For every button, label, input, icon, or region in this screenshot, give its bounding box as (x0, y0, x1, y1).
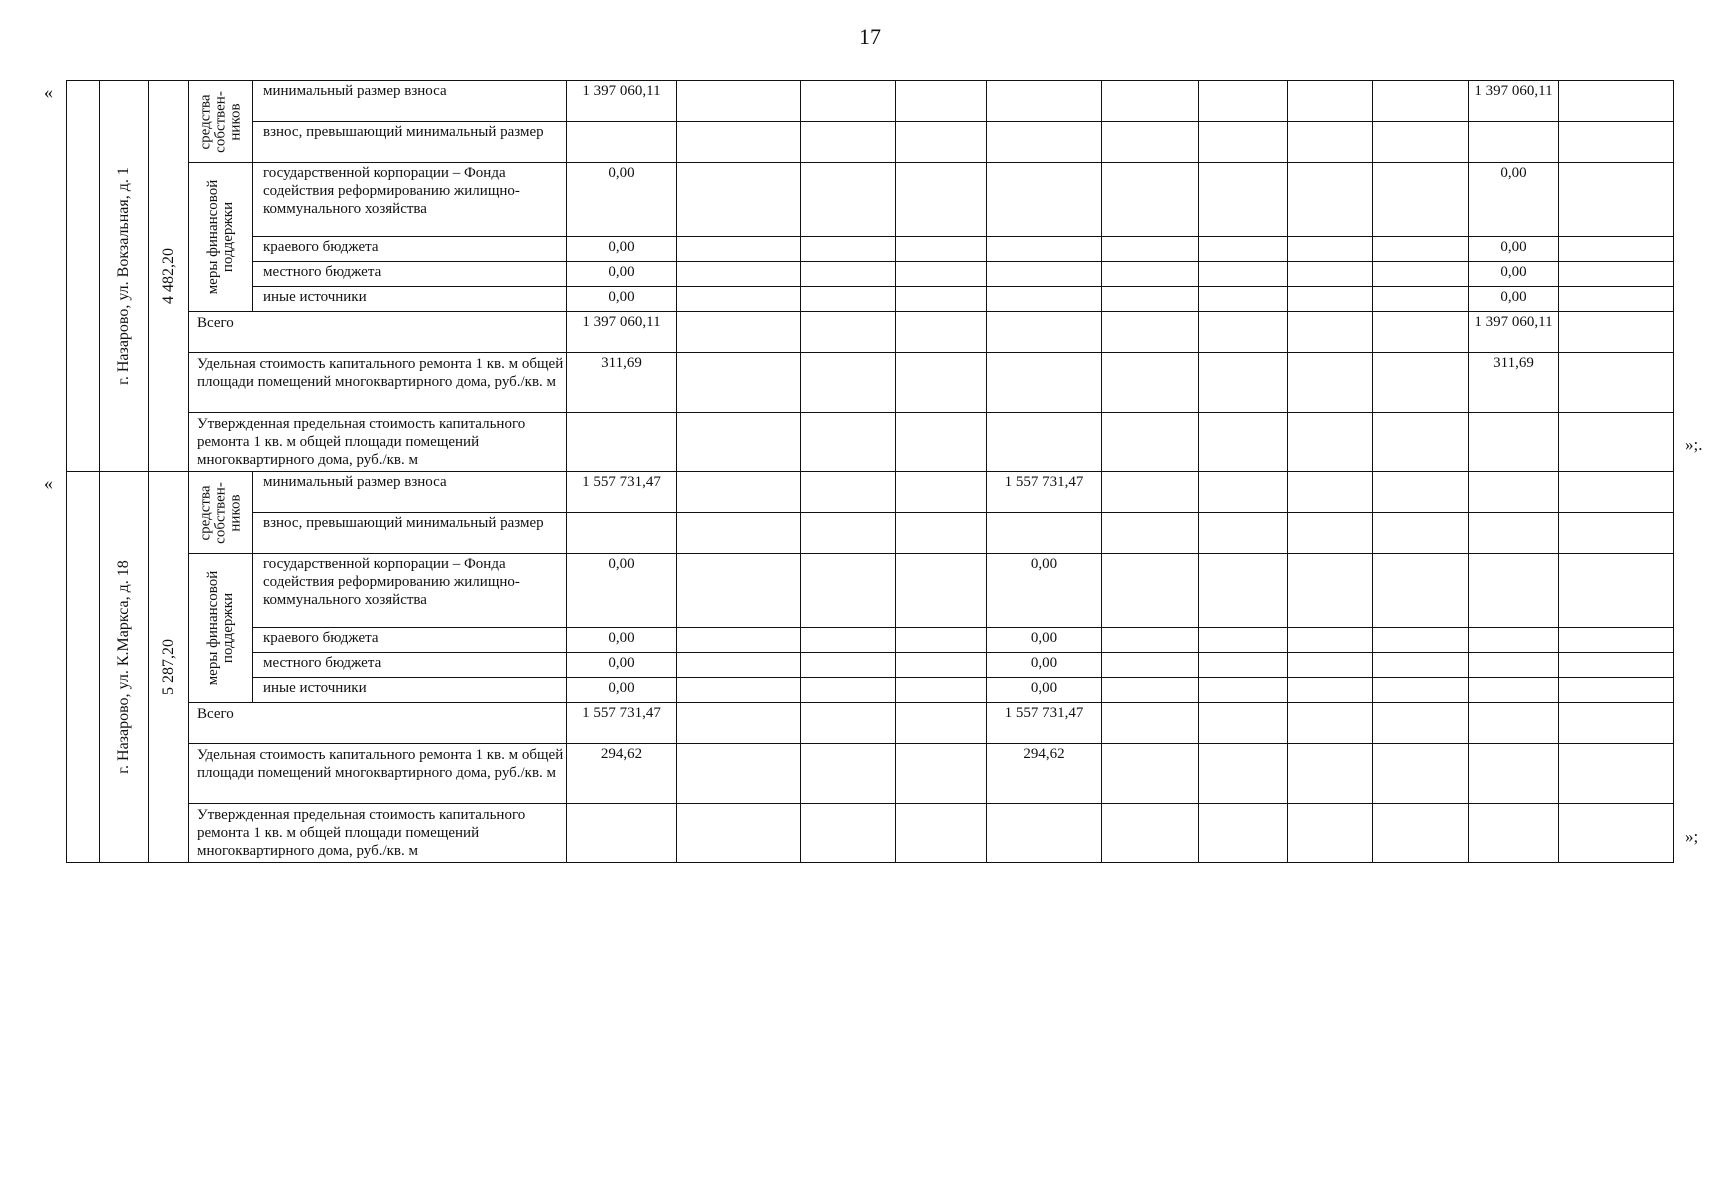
value-cell: 0,00 (987, 653, 1102, 678)
total-value: 0,00 (567, 554, 677, 628)
total-value (567, 122, 677, 163)
financial-support-group: меры финансовой поддержки (189, 163, 253, 312)
total-value (567, 413, 677, 472)
value-cell (987, 287, 1102, 312)
value-cell: 1 557 731,47 (987, 472, 1102, 513)
row-label: Утвержденная предельная стоимость капитального ремонта 1 кв. м общей площади помещений многоквартирного дома, руб./кв. м (189, 804, 567, 863)
opening-quote: « (44, 473, 53, 493)
value-cell: 0,00 (1469, 163, 1559, 237)
total-value: 1 557 731,47 (567, 472, 677, 513)
value-cell (987, 312, 1102, 353)
area-cell (149, 81, 189, 472)
closing-quote: »;. (1685, 435, 1703, 454)
value-cell: 1 557 731,47 (987, 703, 1102, 744)
opening-quote: « (44, 82, 53, 102)
row-label: Удельная стоимость капитального ремонта 1 кв. м общей площади помещений многоквартирного дома, руб./кв. м (189, 353, 567, 413)
total-value: 294,62 (567, 744, 677, 804)
owners-funds-group: средства собствен- ников (189, 472, 253, 554)
total-value: 1 397 060,11 (567, 81, 677, 122)
value-cell (1469, 703, 1559, 744)
house-block-2 (66, 471, 1673, 863)
value-cell (1469, 122, 1559, 163)
value-cell: 0,00 (987, 554, 1102, 628)
row-label: иные источники (253, 678, 567, 703)
row-label: иные источники (253, 287, 567, 312)
value-cell (987, 81, 1102, 122)
address: г. Назарово, ул. К.Маркса, д. 18 (115, 560, 132, 774)
value-cell: 311,69 (1469, 353, 1559, 413)
total-value: 0,00 (567, 653, 677, 678)
area: 4 482,20 (159, 248, 177, 304)
value-cell (1469, 628, 1559, 653)
row-label: местного бюджета (253, 262, 567, 287)
total-value: 311,69 (567, 353, 677, 413)
closing-quote: »; (1685, 827, 1699, 846)
row-label: Всего (189, 703, 567, 744)
address: г. Назарово, ул. Вокзальная, д. 1 (115, 167, 132, 385)
row-label: государственной корпорации – Фонда содействия реформированию жилищно-коммунального хозяйства (253, 554, 567, 628)
row-label: краевого бюджета (253, 628, 567, 653)
total-value: 0,00 (567, 262, 677, 287)
area-cell (149, 472, 189, 863)
total-value (567, 513, 677, 554)
financial-support-group: меры финансовой поддержки (189, 554, 253, 703)
value-cell (987, 513, 1102, 554)
row-label: краевого бюджета (253, 237, 567, 262)
owners-funds-group: средства собствен- ников (189, 81, 253, 163)
value-cell (987, 413, 1102, 472)
value-cell: 0,00 (1469, 262, 1559, 287)
value-cell (1469, 554, 1559, 628)
row-label: местного бюджета (253, 653, 567, 678)
total-value: 1 397 060,11 (567, 312, 677, 353)
row-index-cell (67, 472, 100, 863)
value-cell (1469, 678, 1559, 703)
value-cell (1469, 804, 1559, 863)
house-block-1 (66, 80, 1673, 472)
total-value: 1 557 731,47 (567, 703, 677, 744)
row-label: государственной корпорации – Фонда содействия реформированию жилищно-коммунального хозяйства (253, 163, 567, 237)
value-cell: 0,00 (1469, 237, 1559, 262)
value-cell (987, 804, 1102, 863)
value-cell (987, 353, 1102, 413)
financing-table (66, 471, 1674, 863)
value-cell: 0,00 (1469, 287, 1559, 312)
row-label: Утвержденная предельная стоимость капитального ремонта 1 кв. м общей площади помещений многоквартирного дома, руб./кв. м (189, 413, 567, 472)
value-cell (1469, 513, 1559, 554)
value-cell: 1 397 060,11 (1469, 81, 1559, 122)
address-cell (100, 472, 149, 863)
page-number: 17 (859, 24, 881, 49)
address-cell (100, 81, 149, 472)
value-cell (987, 262, 1102, 287)
value-cell: 1 397 060,11 (1469, 312, 1559, 353)
value-cell (987, 122, 1102, 163)
row-label: минимальный размер взноса (253, 81, 567, 122)
total-value: 0,00 (567, 287, 677, 312)
value-cell (1469, 653, 1559, 678)
value-cell: 0,00 (987, 628, 1102, 653)
value-cell: 294,62 (987, 744, 1102, 804)
value-cell (1469, 472, 1559, 513)
value-cell: 0,00 (987, 678, 1102, 703)
row-label: взнос, превышающий минимальный размер (253, 513, 567, 554)
total-value: 0,00 (567, 678, 677, 703)
total-value: 0,00 (567, 628, 677, 653)
row-label: Всего (189, 312, 567, 353)
row-index-cell (67, 81, 100, 472)
total-value: 0,00 (567, 163, 677, 237)
row-label: Удельная стоимость капитального ремонта 1 кв. м общей площади помещений многоквартирного дома, руб./кв. м (189, 744, 567, 804)
financing-table (66, 80, 1674, 472)
total-value (567, 804, 677, 863)
area: 5 287,20 (159, 639, 177, 695)
total-value: 0,00 (567, 237, 677, 262)
row-label: взнос, превышающий минимальный размер (253, 122, 567, 163)
value-cell (987, 237, 1102, 262)
value-cell (1469, 744, 1559, 804)
row-label: минимальный размер взноса (253, 472, 567, 513)
value-cell (1469, 413, 1559, 472)
value-cell (987, 163, 1102, 237)
